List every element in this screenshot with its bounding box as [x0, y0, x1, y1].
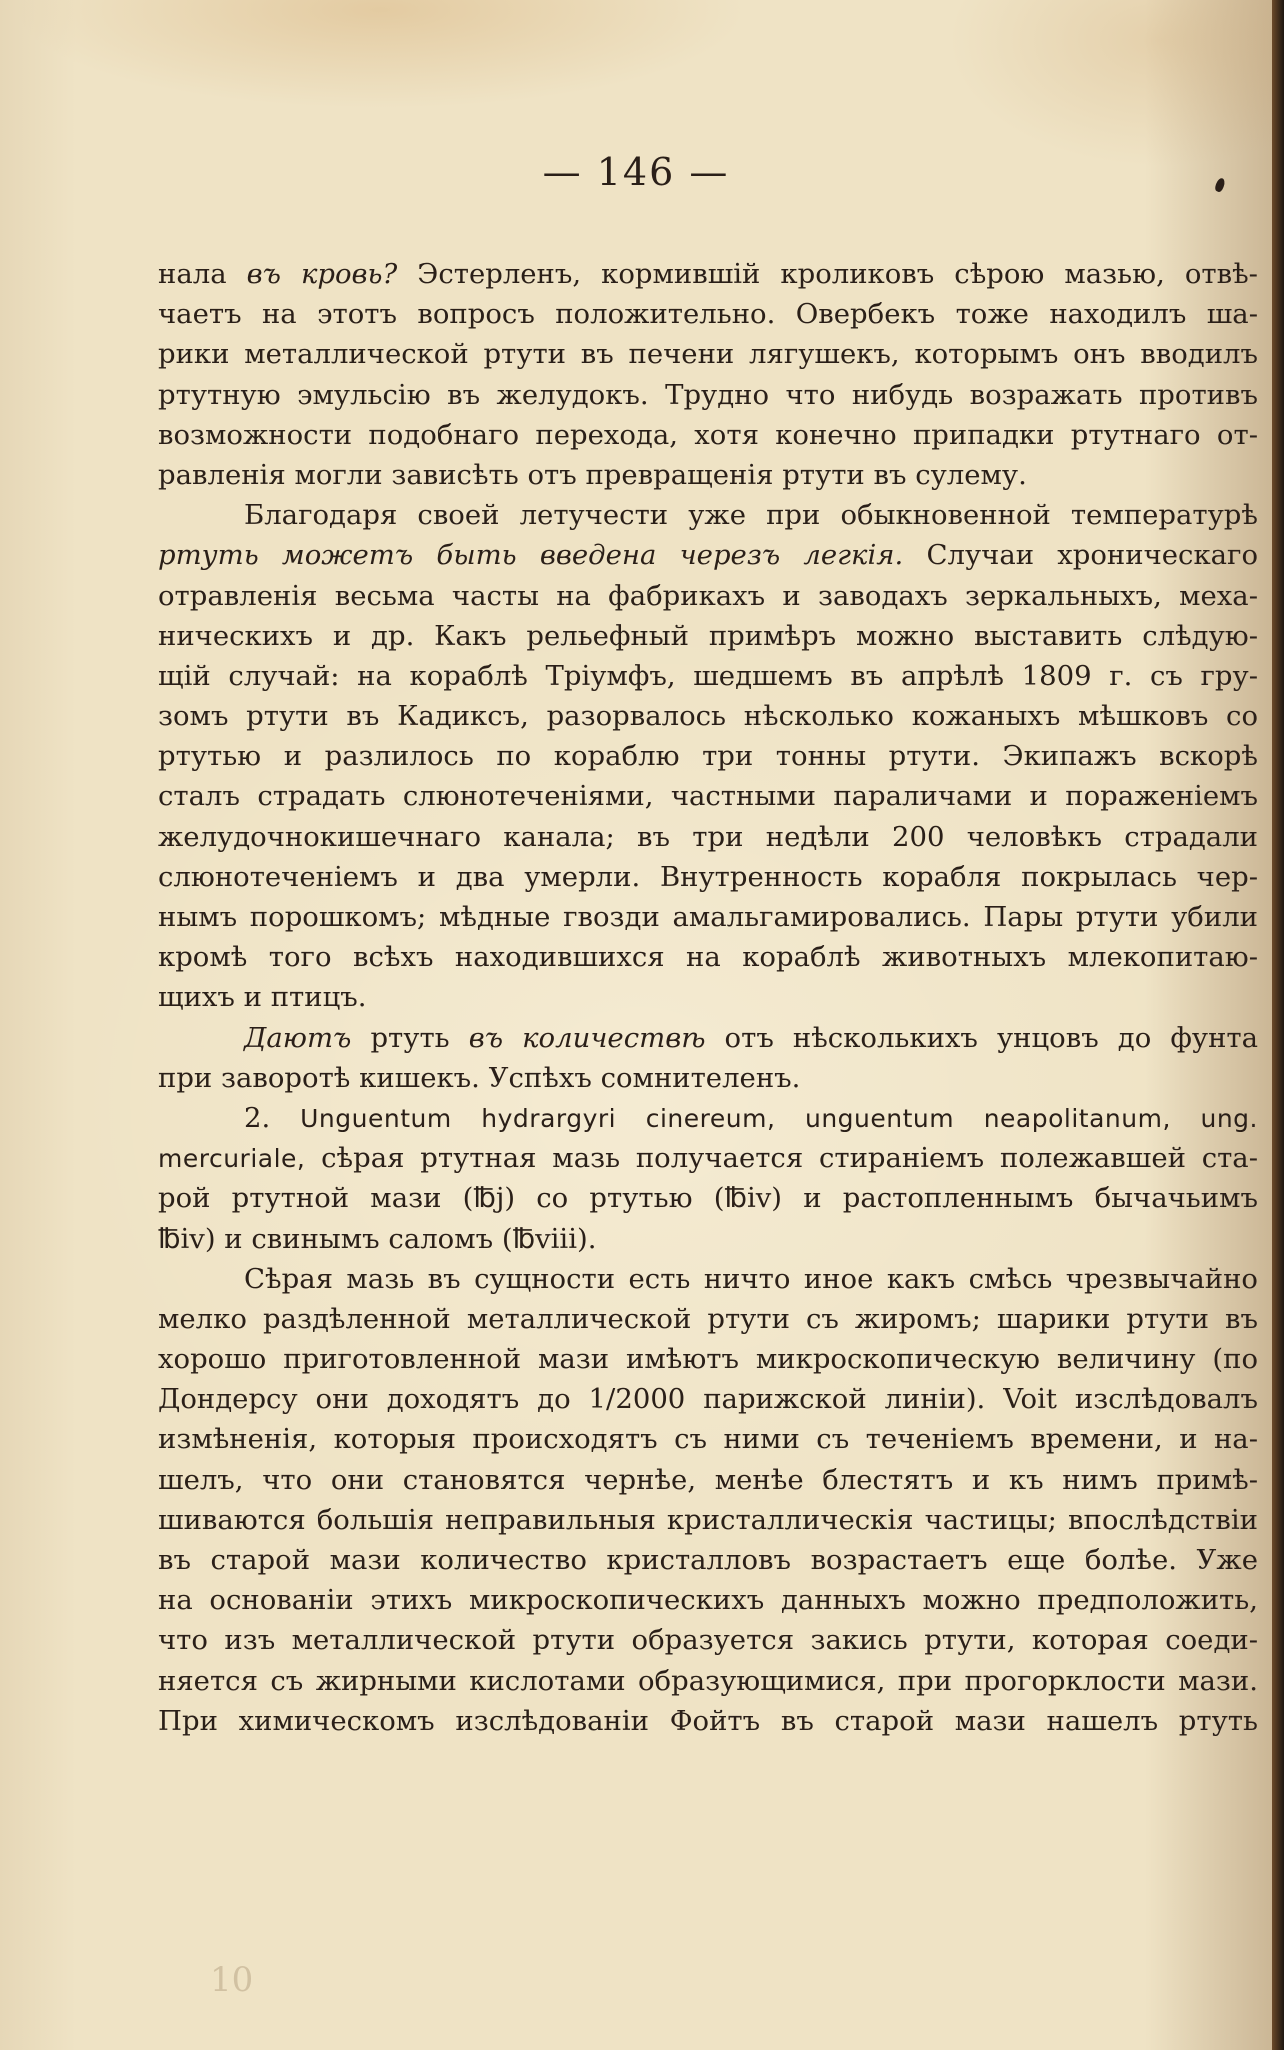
text-run: возможности подобнаго перехода, хотя конечно припадки ртутнаго от-: [158, 418, 1258, 451]
text-line: [158, 656, 1258, 696]
text-run: Благодаря своей летучести уже при обыкновенной температурѣ: [244, 499, 1258, 532]
text-run: щихъ и птицъ.: [158, 981, 367, 1014]
text-line: [158, 1219, 1258, 1259]
italic-run: ртуть можетъ быть введена черезъ легкія.: [158, 539, 904, 572]
text-run: ртутью и разлилось по кораблю три тонны ртути. Экипажъ вскорѣ: [158, 740, 1258, 773]
text-line: [158, 1500, 1258, 1540]
text-line: [158, 696, 1258, 736]
text-run: отравленія весьма часты на фабрикахъ и заводахъ зеркальныхъ, меха-: [158, 579, 1258, 612]
italic-run: Даютъ: [244, 1021, 352, 1054]
text-line: [158, 1058, 1258, 1098]
text-line: [158, 576, 1258, 616]
text-run: чаетъ на этотъ вопросъ положительно. Овербекъ тоже находилъ ша-: [158, 298, 1258, 331]
text-line: [158, 495, 1258, 535]
text-run: сѣрая ртутная мазь получается стираніемъ полежавшей ста-: [305, 1142, 1258, 1175]
text-line: [158, 817, 1258, 857]
text-line: [158, 1460, 1258, 1500]
text-run: Эстерленъ, кормившій кроликовъ сѣрою мазью, отвѣ-: [397, 258, 1258, 290]
text-line: [158, 1259, 1258, 1299]
text-run: при заворотѣ кишекъ. Успѣхъ сомнителенъ.: [158, 1061, 801, 1094]
page-number: — 146 —: [542, 150, 730, 194]
text-run: шиваются большія неправильныя кристаллическія частицы; впослѣдствіи: [158, 1503, 1258, 1536]
text-run: няется съ жирными кислотами образующимися, при прогорклости мази.: [158, 1664, 1258, 1697]
latin-run: mercuriale,: [158, 1144, 306, 1174]
text-run: отъ нѣсколькихъ унцовъ до фунта: [705, 1021, 1259, 1054]
text-run: мелко раздѣленной металлической ртути съ жиромъ; шарики ртути въ: [158, 1302, 1258, 1335]
text-run: желудочнокишечнаго канала; въ три недѣли 200 человѣкъ страдали: [158, 820, 1258, 853]
text-line: [158, 334, 1258, 374]
text-run: При химическомъ изслѣдованіи Фойтъ въ старой мази нашелъ ртуть: [158, 1704, 1258, 1737]
text-line: [158, 455, 1258, 495]
text-run: шелъ, что они становятся чернѣе, менѣе блестятъ и къ нимъ примѣ-: [158, 1463, 1258, 1496]
text-line: [158, 1098, 1258, 1138]
text-line: [158, 616, 1258, 656]
text-run: сталъ страдать слюнотеченіями, частными параличами и пораженіемъ: [158, 780, 1258, 813]
text-run: слюнотеченіемъ и два умерли. Внутренность корабля покрылась чер-: [158, 860, 1258, 893]
text-run: рики металлической ртути въ печени лягушекъ, которымъ онъ вводилъ: [158, 338, 1258, 371]
text-run: Дондерсу они доходятъ до 1/2000 парижской линіи). Voit изслѣдовалъ: [158, 1383, 1258, 1416]
text-line: [158, 1138, 1258, 1178]
text-line: [158, 294, 1258, 334]
italic-run: въ количествѣ: [468, 1021, 706, 1054]
text-line: [158, 776, 1258, 816]
text-line: [158, 1580, 1258, 1620]
text-run: измѣненія, которыя происходятъ съ ними съ теченіемъ времени, и на-: [158, 1423, 1258, 1456]
text-line: [158, 937, 1258, 977]
text-line: [158, 1701, 1258, 1741]
text-run: зомъ ртути въ Кадиксъ, разорвалось нѣсколько кожаныхъ мѣшковъ со: [158, 700, 1258, 733]
text-run: 2.: [244, 1101, 301, 1134]
bleed-through-number: 10: [210, 1960, 254, 2000]
text-run: щій случай: на кораблѣ Тріумфъ, шедшемъ въ апрѣлѣ 1809 г. съ гру-: [158, 659, 1258, 692]
text-line: [158, 977, 1258, 1017]
text-line: [158, 1419, 1258, 1459]
text-run: Сѣрая мазь въ сущности есть ничто иное какъ смѣсь чрезвычайно: [244, 1262, 1258, 1295]
text-line: [158, 254, 1258, 294]
italic-run: въ кровь?: [246, 258, 398, 290]
text-run: Случаи хроническаго: [903, 539, 1258, 572]
text-line: [158, 1379, 1258, 1419]
text-line: [158, 1018, 1258, 1058]
text-run: нымъ порошкомъ; мѣдные гвозди амальгамировались. Пары ртути убили: [158, 901, 1258, 933]
text-line: [158, 415, 1258, 455]
text-run: равленія могли зависѣть отъ превращенія ртути въ сулему.: [158, 458, 1027, 491]
book-edge: [1272, 0, 1284, 2050]
text-run: ℔iv) и свинымъ саломъ (℔viii).: [158, 1222, 597, 1255]
text-run: что изъ металлической ртути образуется закись ртути, которая соеди-: [158, 1624, 1258, 1657]
text-run: на основаніи этихъ микроскопическихъ данныхъ можно предположить,: [158, 1584, 1258, 1617]
text-line: [158, 535, 1258, 575]
text-line: [158, 1178, 1258, 1218]
text-run: хорошо приготовленной мази имѣютъ микроскопическую величину (по: [158, 1343, 1258, 1376]
body-text: [158, 254, 1258, 1741]
text-run: кромѣ того всѣхъ находившихся на кораблѣ животныхъ млекопитаю-: [158, 941, 1258, 974]
text-run: ническихъ и др. Какъ рельефный примѣръ можно выставить слѣдую-: [158, 619, 1258, 652]
text-line: [158, 897, 1258, 937]
text-line: [158, 1540, 1258, 1580]
text-run: нала: [158, 258, 247, 290]
text-line: [158, 1661, 1258, 1701]
text-line: [158, 1339, 1258, 1379]
text-run: рой ртутной мази (℔j) со ртутью (℔iv) и растопленнымъ бычачьимъ: [158, 1182, 1258, 1215]
text-run: ртуть: [351, 1021, 469, 1054]
text-line: [158, 375, 1258, 415]
latin-run: Unguentum hydrargyri cinereum, unguentum neapolitanum, ung.: [300, 1103, 1258, 1133]
text-run: въ старой мази количество кристалловъ возрастаетъ еще болѣе. Уже: [158, 1544, 1258, 1576]
text-line: [158, 1620, 1258, 1660]
text-run: ртутную эмульсію въ желудокъ. Трудно что нибудь возражать противъ: [158, 378, 1258, 411]
text-line: [158, 1299, 1258, 1339]
text-line: [158, 736, 1258, 776]
text-line: [158, 857, 1258, 897]
